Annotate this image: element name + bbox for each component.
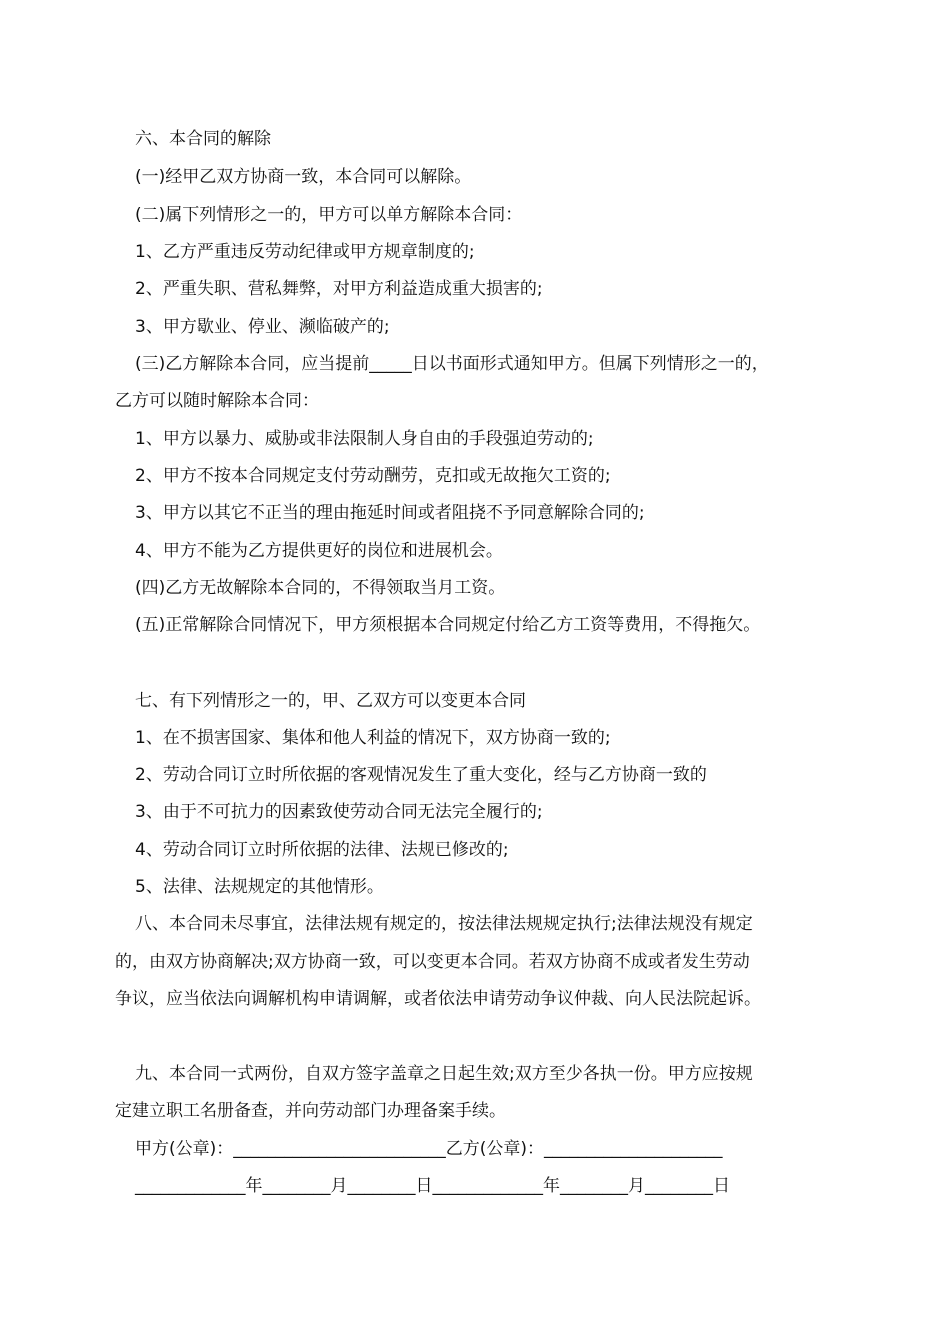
section6-clause2-item1: 1、乙方严重违反劳动纪律或甲方规章制度的; [135, 242, 475, 262]
signature-dates: _____________年________月________日_____________年________月________日 [135, 1176, 730, 1196]
section6-clause3-item1: 1、甲方以暴力、威胁或非法限制人身自由的手段强迫劳动的; [135, 429, 594, 449]
section9-line2: 定建立职工名册备查，并向劳动部门办理备案手续。 [115, 1101, 506, 1121]
section6-clause3-line1: (三)乙方解除本合同，应当提前_____日以书面形式通知甲方。但属下列情形之一的， [135, 354, 769, 374]
section6-clause1: (一)经甲乙双方协商一致，本合同可以解除。 [135, 167, 472, 187]
section9-line1: 九、本合同一式两份，自双方签字盖章之日起生效;双方至少各执一份。甲方应按规 [135, 1064, 753, 1084]
section6-clause2: (二)属下列情形之一的，甲方可以单方解除本合同： [135, 205, 523, 225]
section7-item2: 2、劳动合同订立时所依据的客观情况发生了重大变化，经与乙方协商一致的 [135, 765, 707, 785]
section6-clause3-item3: 3、甲方以其它不正当的理由拖延时间或者阻挠不予同意解除合同的; [135, 503, 645, 523]
section8-line2: 的，由双方协商解决;双方协商一致，可以变更本合同。若双方协商不成或者发生劳动 [115, 952, 750, 972]
section6-clause2-item2: 2、严重失职、营私舞弊，对甲方利益造成重大损害的; [135, 279, 543, 299]
section6-clause2-item3: 3、甲方歇业、停业、濒临破产的; [135, 317, 390, 337]
section6-title: 六、本合同的解除 [135, 129, 271, 149]
section6-clause5: (五)正常解除合同情况下，甲方须根据本合同规定付给乙方工资等费用，不得拖欠。 [135, 615, 761, 635]
section6-clause3-item2: 2、甲方不按本合同规定支付劳动酬劳，克扣或无故拖欠工资的; [135, 466, 611, 486]
section7-item1: 1、在不损害国家、集体和他人利益的情况下，双方协商一致的; [135, 728, 611, 748]
section7-item5: 5、法律、法规规定的其他情形。 [135, 877, 384, 897]
section6-clause3-item4: 4、甲方不能为乙方提供更好的岗位和进展机会。 [135, 541, 503, 561]
section7-title: 七、有下列情形之一的，甲、乙双方可以变更本合同 [135, 691, 526, 711]
section6-clause4: (四)乙方无故解除本合同的，不得领取当月工资。 [135, 578, 506, 598]
signature-parties: 甲方(公章)：_________________________乙方(公章)：_____________________ [135, 1139, 723, 1159]
section8-line1: 八、本合同未尽事宜，法律法规有规定的，按法律法规规定执行;法律法规没有规定 [135, 914, 753, 934]
section7-item4: 4、劳动合同订立时所依据的法律、法规已修改的; [135, 840, 509, 860]
section8-line3: 争议，应当依法向调解机构申请调解，或者依法申请劳动争议仲裁、向人民法院起诉。 [115, 989, 761, 1009]
section7-item3: 3、由于不可抗力的因素致使劳动合同无法完全履行的; [135, 802, 543, 822]
section6-clause3-line2: 乙方可以随时解除本合同： [115, 391, 319, 411]
